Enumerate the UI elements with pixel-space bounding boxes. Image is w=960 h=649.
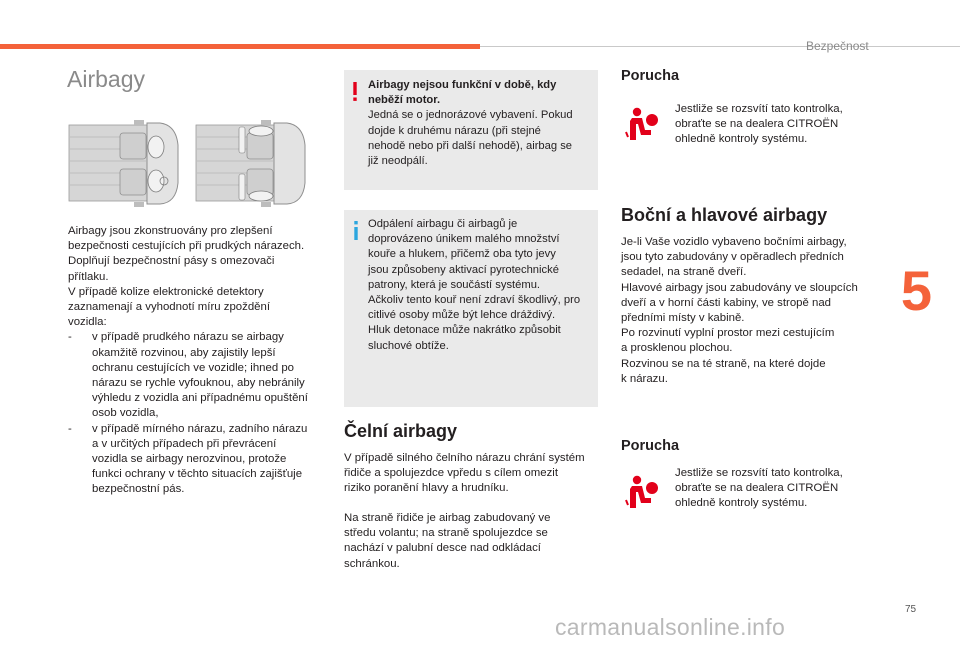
text-line: Ačkoliv tento kouř není zdraví škodlivý, pro [368,294,581,307]
text-line: Po rozvinutí vyplní prostor mezi cestujícím [621,327,835,340]
text-line: neběží motor. [368,94,441,107]
text-line: osob vozidla, [92,407,159,420]
text-line: Hluk detonace může nakrátko způsobit [368,324,561,337]
fault-text-2 [675,466,875,512]
text-line: bezpečnosti cestujících při prudkých nárazech. [68,240,305,253]
text-line: doprovázeno únikem malého množství [368,233,560,246]
text-line: riziko poranění hlavy a hrudníku. [344,482,509,495]
warning-text [368,78,596,169]
text-line: V případě silného čelního nárazu chrání systém [344,452,585,464]
text-line: nárazu se rychle vyfouknou, aby nebránily [92,377,305,390]
header-rule [480,46,960,47]
text-line: Jestliže se rozsvítí tato kontrolka, [675,103,843,115]
text-line: obraťte se na dealera CITROËN [675,482,839,495]
page-title: Airbagy [67,66,145,92]
fault-heading-2: Porucha [621,438,680,454]
text-line: patrony, která je součástí systému. [368,278,541,291]
text-line: Je-li Vaše vozidlo vybaveno bočními airbagy, [621,236,847,248]
text-line: dojde k druhému nárazu (při stejné [368,124,541,137]
chapter-number: 5 [900,259,933,322]
text-line: ohledně kontroly systému. [675,497,808,510]
text-line: v případě mírného nárazu, zadního nárazu [92,422,308,435]
text-line: předními místy v kabině. [621,312,745,325]
text-line: Airbagy nejsou funkční v době, kdy [368,79,557,91]
text-line: a prosklenou plochou. [621,342,733,355]
info-text [368,217,596,354]
text-line: Jestliže se rozsvítí tato kontrolka, [675,467,843,479]
side-heading: Boční a hlavové airbagy [621,205,828,225]
text-line: obraťte se na dealera CITROËN [675,118,839,131]
text-line: k nárazu. [621,372,668,385]
exclamation-icon [352,82,358,102]
text-line: bezpečnostní pás. [92,483,185,496]
text-line: již neodpálí. [368,155,428,168]
text-line: nehodě nebo při další nehodě), airbag se [368,139,573,152]
text-line: řidiče a spolujezdce vpředu s cílem omezit [344,467,558,480]
text-line: sedadel, na straně dveří. [621,266,747,279]
text-line: schránkou. [344,557,400,570]
text-line: nachází v palubní desce nad odkládací [344,542,541,555]
text-line: Na straně řidiče je airbag zabudovaný ve [344,512,551,524]
text-line: vozidla: [68,316,107,329]
watermark: carmanualsonline.info [555,614,786,640]
airbag-warning-icon [624,474,662,512]
section-name: Bezpečnost [806,39,869,53]
text-line: přítlaku. [68,270,109,283]
text-line: Odpálení airbagu či airbagů je [368,218,518,230]
text-line: sluchové obtíže. [368,339,449,352]
van-illustration-frontal [68,119,180,208]
text-line: Rozvinou se na té straně, na které dojde [621,357,826,370]
text-line: kouře a hlukem, přičemž oba tyto jevy [368,248,556,261]
van-illustration-side [195,119,307,208]
text-line: jsou způsobeny aktivací pyrotechnické [368,263,559,276]
text-line: výhledu z vozidla ani případnému opuštění [92,392,308,405]
text-line: středu volantu; na straně spolujezdce se [344,527,548,540]
text-line: v případě prudkého nárazu se airbagy [92,331,284,344]
text-line: ohledně kontroly systému. [675,133,808,146]
frontal-para-1 [344,451,604,497]
fault-text-1 [675,102,875,148]
text-line: Doplňují bezpečnostní pásy s omezovači [68,255,275,268]
intro-text [68,224,330,498]
text-line: Airbagy jsou zkonstruovány pro zlepšení [68,225,273,237]
info-icon [353,221,359,241]
intro-bullet-2: - v případě mírného nárazu, zadního nárazu a v určitých případech při převrácení vozidla se airbagy nerozvinou, protože funkci ochrany v těchto situacích zajišťuje bezpečnostní pás. [68,422,330,498]
frontal-heading: Čelní airbagy [344,421,458,441]
frontal-para-2 [344,511,604,572]
side-text [621,235,881,387]
text-line: vozidla se airbagy nerozvinou, protože [92,453,287,466]
page-number: 75 [905,604,917,615]
header-accent-bar [0,44,480,49]
text-line: Jedná se o jednorázové vybavení. Pokud [368,109,573,122]
text-line: okamžitě rozvinou, aby zajistily lepší [92,346,276,359]
text-line: dveří a v horní části kabiny, ve stropě nad [621,296,831,309]
text-line: zaznamenají a vyhodnotí míru zpoždění [68,301,270,314]
intro-bullet-1: - v případě prudkého nárazu se airbagy okamžitě rozvinou, aby zajistily lepší ochranu cestujících ve vozidle; ihned po nárazu se rychle vyfouknou, aby nebránily výhledu z vozidla ani případnému opuštění osob vozidla, [68,330,330,421]
airbag-warning-icon [624,106,662,144]
text-line: citlivé osoby může být lehce dráždivý. [368,309,556,322]
text-line: ochranu cestujících ve vozidle; ihned po [92,361,294,374]
text-line: funkci ochrany v těchto situacích zajišťuje [92,468,303,481]
fault-heading-1: Porucha [621,68,680,84]
text-line: Hlavové airbagy jsou zabudovány ve sloupcích [621,281,858,294]
text-line: a v určitých případech při převrácení [92,437,277,450]
text-line: V případě kolize elektronické detektory [68,285,264,298]
text-line: jsou tyto zabudovány v opěradlech předních [621,251,844,264]
